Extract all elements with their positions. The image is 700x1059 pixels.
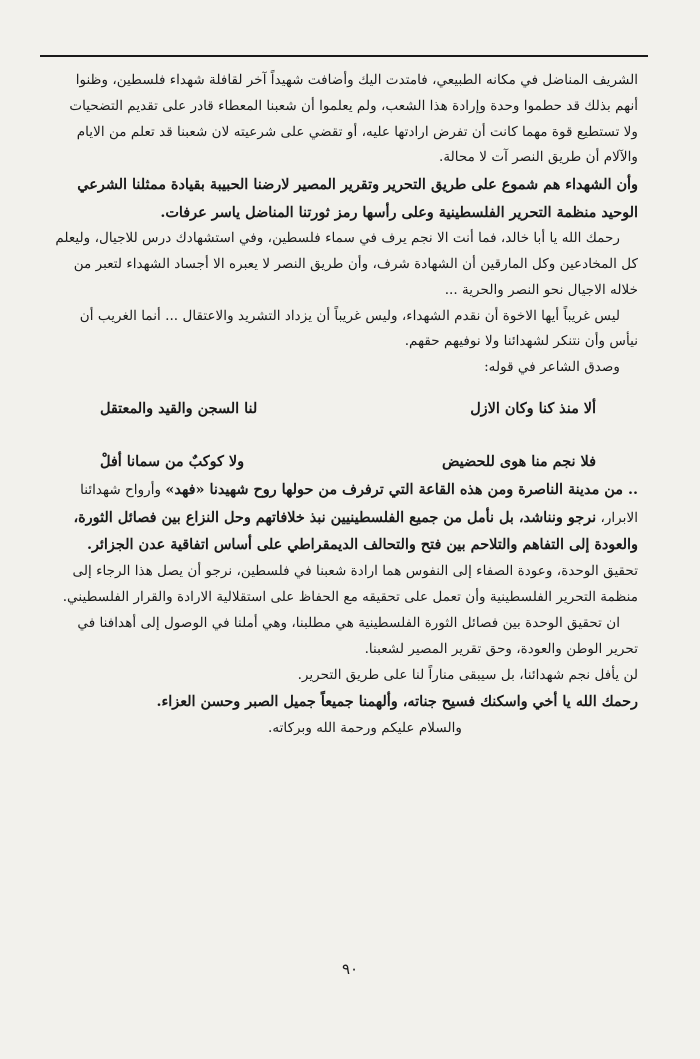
paragraph-9-bold: رحمك الله يا أخي واسكنك فسيح جناته، وألهمنا جميعاً جميل الصبر وحسن العزاء. (156, 693, 638, 711)
poet-intro: وصدق الشاعر في قوله: (484, 359, 620, 376)
paragraph-6: تحقيق الوحدة، وعودة الصفاء إلى النفوس هما ارادة شعبنا في فلسطين، نرجو أن يصل هذا الرجاء إلى منظمة التحرير الفلسطينية وأن تعمل على تحقيقه مع الحفاظ على استقلالية الارادة والقرار الفلسطيني. (62, 563, 638, 606)
header-rule (40, 55, 648, 57)
verse-line-1 (52, 395, 638, 422)
paragraph-5 (52, 476, 638, 559)
paragraph-7: ان تحقيق الوحدة بين فصائل الثورة الفلسطينية هي مطلبنا، وهي أملنا في الوصول إلى أهدافنا في تحرير الوطن والعودة، وحق تقرير المصير لشعبنا. (77, 614, 638, 657)
page-number: ٩٠ (341, 960, 359, 978)
verse-1-first-hemistich: ألا منذ كنا وكان الازل (470, 400, 596, 417)
paragraph-1: الشريف المناضل في مكانه الطبيعي، فامتدت اليك وأضافت شهيداً آخر لقافلة شهداء فلسطين، وظنوا أنهم بذلك قد حطموا وحدة وإرادة هذا الشعب، ولم يعلموا أن شعبنا المعطاء قادر على تقديم التضحيات ولا تستطيع قوة مهما كانت أن تفرض ارادتها عليه، أو تقضي على شرعيته لان شعبنا قد تعلم من الايام والآلام أن طريق النصر آت لا محالة. (69, 72, 638, 166)
paragraph-2-bold: وأن الشهداء هم شموع على طريق التحرير وتقرير المصير لارضنا الحبيبة بقيادة ممثلنا الشرعي الوحيد منظمة التحرير الفلسطينية وعلى رأسها رمز ثورتنا المناضل ياسر عرفات. (77, 176, 638, 221)
paragraph-4: ليس غريباً أيها الاخوة أن نقدم الشهداء، وليس غريباً أن يزداد التشريد والاعتقال ... أنما الغريب أن نيأس وأن نتنكر لشهدائنا ولا نوفيهم حقهم. (79, 307, 638, 350)
paragraph-5-bold-opening: .. من مدينة الناصرة ومن هذه القاعة التي ترفرف من حولها روح شهيدنا «فهد» (165, 480, 638, 498)
paragraph-3: رحمك الله يا أبا خالد، فما أنت الا نجم يرف في سماء فلسطين، وفي استشهادك درس للاجيال، وليعلم كل المخادعين وكل المارقين أن الشهادة شرف، وأن طريق النصر لا يعبره الا أجساد الشهداء لتعبر من خلاله الاجيال نحو النصر والحرية ... (55, 230, 638, 298)
paragraph-5-bold-appeal: نرجو ونناشد، بل نأمل من جميع الفلسطينيين نبذ خلافاتهم وحل النزاع بين فصائل الثورة، والعودة إلى التفاهم والتلاحم بين فتح والتحالف الديمقراطي على أساس اتفاقية عدن الجزائر. (73, 508, 638, 554)
verse-2-second-hemistich: ولا كوكبٌ من سمانا أفلْ (100, 453, 245, 471)
paragraph-5-plain: وأرواح شهدائنا الابرار، (80, 481, 638, 526)
poem (52, 395, 638, 476)
verse-2-first-hemistich: فلا نجم منا هوى للحضيض (442, 453, 596, 471)
paragraph-8: لن يأفل نجم شهدائنا، بل سيبقى مناراً لنا على طريق التحرير. (297, 666, 638, 683)
page-body (52, 68, 638, 742)
verse-line-2 (52, 448, 638, 475)
closing-salutation: والسلام عليكم ورحمة الله وبركاته. (268, 719, 462, 736)
verse-1-second-hemistich: لنا السجن والقيد والمعتقل (100, 400, 258, 417)
